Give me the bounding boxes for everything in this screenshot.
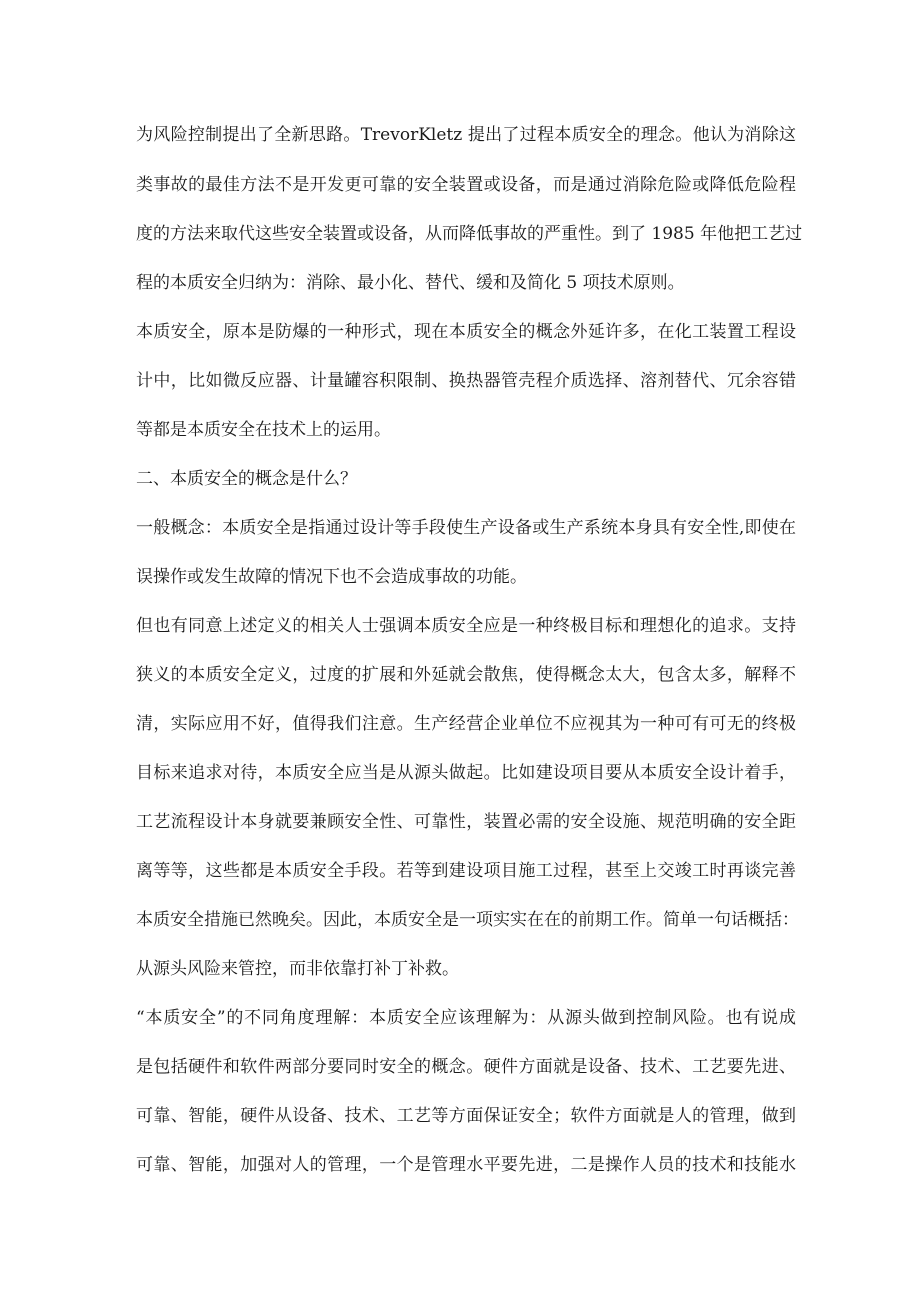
text-line: 是包括硬件和软件两部分要同时安全的概念。硬件方面就是设备、技术、工艺要先进、: [136, 1057, 796, 1077]
text-line: 程的本质安全归纳为：消除、最小化、替代、缓和及简化 5 项技术原则。: [136, 273, 685, 293]
text-line: 离等等，这些都是本质安全手段。若等到建设项目施工过程，甚至上交竣工时再谈完善: [136, 861, 796, 881]
text-line: 等都是本质安全在技术上的运用。: [136, 420, 391, 440]
text-line: 从源头风险来管控，而非依靠打补丁补救。: [136, 959, 459, 979]
text-line: 可靠、智能，硬件从设备、技术、工艺等方面保证安全；软件方面就是人的管理，做到: [136, 1106, 796, 1126]
text-line: 工艺流程设计本身就要兼顾安全性、可靠性，装置必需的安全设施、规范明确的安全距: [136, 812, 796, 832]
text-line: 计中，比如微反应器、计量罐容积限制、换热器管壳程介质选择、溶剂替代、冗余容错: [136, 371, 796, 391]
section-heading: 二、本质安全的概念是什么？: [136, 469, 357, 489]
text-line: 为风险控制提出了全新思路。TrevorKletz 提出了过程本质安全的理念。他认为消除这: [136, 125, 796, 145]
text-line: 误操作或发生故障的情况下也不会造成事故的功能。: [136, 567, 527, 587]
text-line: 清，实际应用不好，值得我们注意。生产经营企业单位不应视其为一种可有可无的终极: [136, 714, 796, 734]
text-line: 本质安全，原本是防爆的一种形式，现在本质安全的概念外延许多，在化工装置工程设: [136, 322, 796, 342]
text-line: 可靠、智能，加强对人的管理，一个是管理水平要先进，二是操作人员的技术和技能水: [136, 1155, 796, 1175]
text-line: 度的方法来取代这些安全装置或设备，从而降低事故的严重性。到了 1985 年他把工艺过: [136, 224, 803, 244]
text-line: 本质安全措施已然晚矣。因此，本质安全是一项实实在在的前期工作。简单一句话概括：: [136, 910, 799, 930]
text-line: 目标来追求对待，本质安全应当是从源头做起。比如建设项目要从本质安全设计着手，: [136, 763, 796, 783]
text-line: 狭义的本质安全定义，过度的扩展和外延就会散焦，使得概念太大，包含太多，解释不: [136, 665, 796, 685]
text-line: 但也有同意上述定义的相关人士强调本质安全应是一种终极目标和理想化的追求。支持: [136, 616, 796, 636]
text-line: 一般概念：本质安全是指通过设计等手段使生产设备或生产系统本身具有安全性,即使在: [136, 518, 796, 538]
text-line: “本质安全”的不同角度理解：本质安全应该理解为：从源头做到控制风险。也有说成: [136, 1008, 796, 1028]
text-line: 类事故的最佳方法不是开发更可靠的安全装置或设备，而是通过消除危险或降低危险程: [136, 175, 796, 195]
